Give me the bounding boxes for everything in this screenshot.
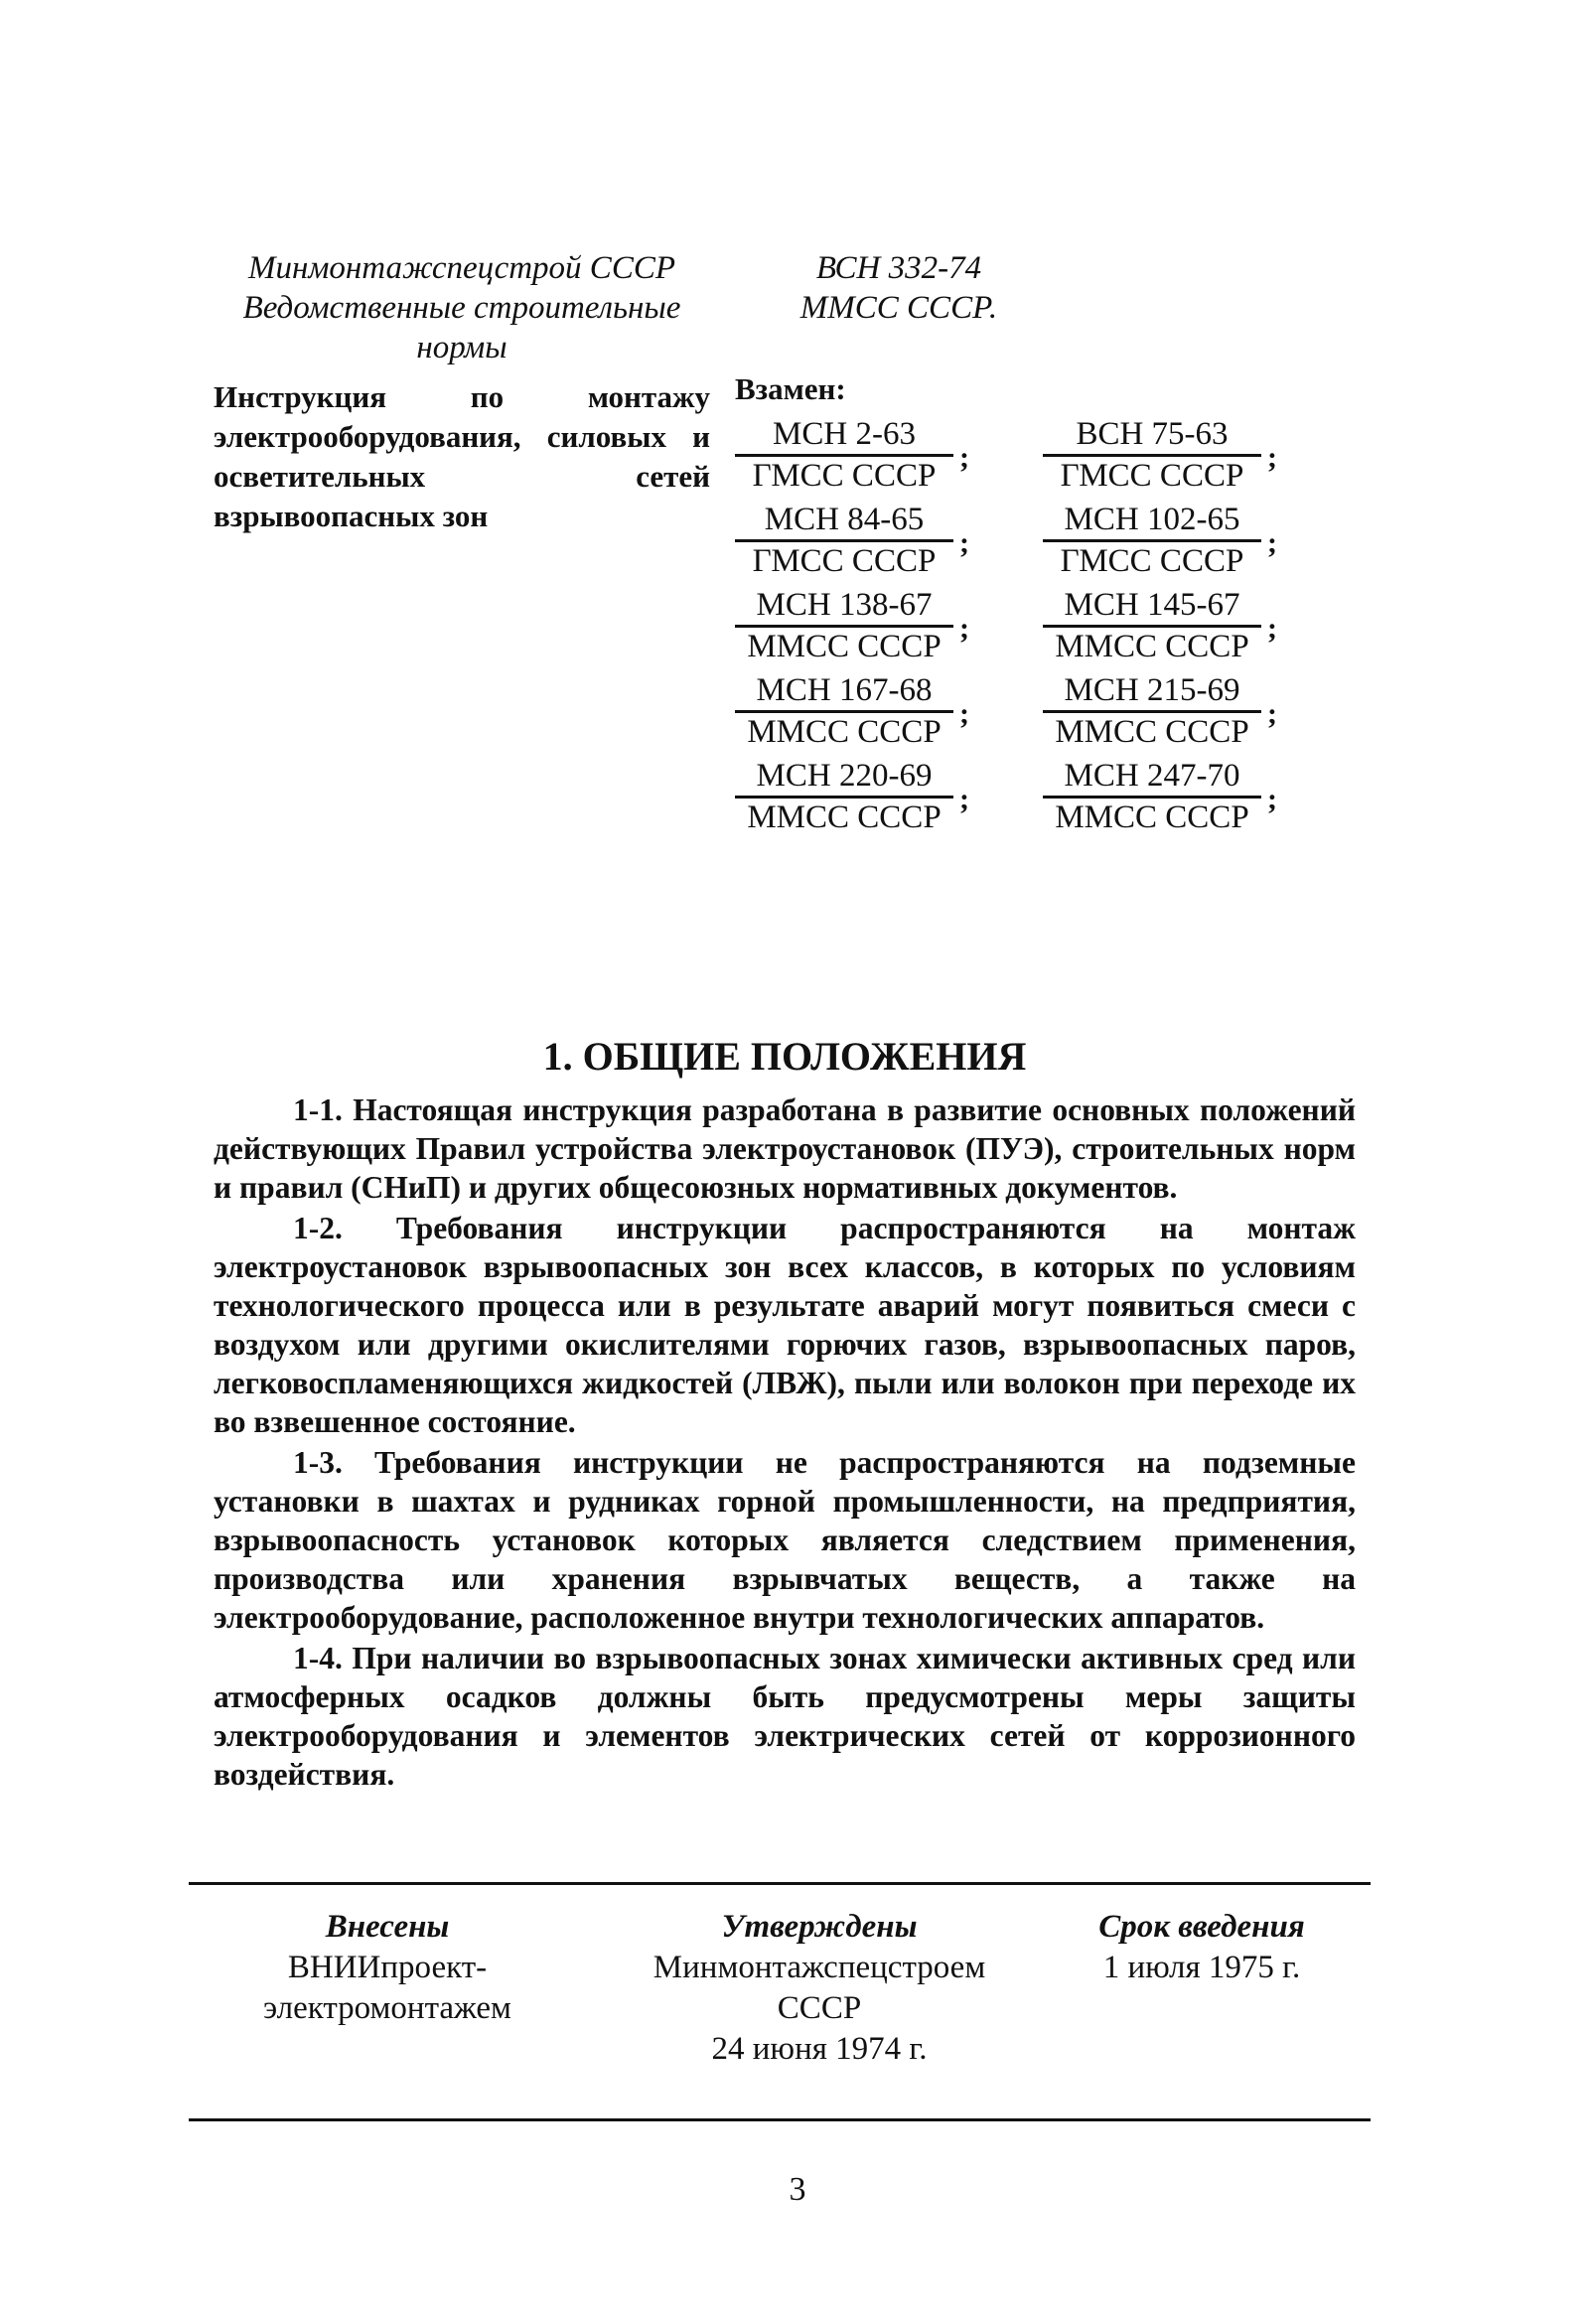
document-title: Инструкция по монтажу электрооборудования, силовых и осветительных сетей взрывоопасных зон — [214, 379, 710, 533]
replaced-norm-item — [735, 669, 969, 751]
norm-issuer: ГМСС СССР — [1060, 458, 1244, 494]
effective-heading: Срок введения — [1098, 1909, 1305, 1945]
norm-issuer: ММСС СССР — [747, 629, 942, 664]
separator: ; — [959, 441, 969, 474]
norms-type-line2: нормы — [416, 330, 508, 365]
norm-number: МСН 102-65 — [1064, 502, 1240, 537]
organization-name: Минмонтажспецстрой СССР — [247, 250, 675, 286]
replaced-norm-item — [735, 413, 969, 495]
header-left — [214, 248, 710, 536]
replaced-norm-item — [1043, 669, 1277, 751]
approved-line1: Минмонтажспецстроем — [652, 1950, 986, 1985]
norm-issuer: ГМСС СССР — [1060, 543, 1244, 579]
norm-number: МСН 138-67 — [756, 587, 933, 623]
separator: ; — [959, 697, 969, 730]
section-title: 1. ОБЩИЕ ПОЛОЖЕНИЯ — [542, 1034, 1027, 1079]
approved-heading: Утверждены — [721, 1909, 918, 1945]
separator: ; — [1267, 697, 1277, 730]
submitted-heading: Внесены — [325, 1909, 450, 1945]
effective-date-value: 1 июля 1975 г. — [1102, 1950, 1301, 1985]
norm-issuer: ММСС СССР — [1055, 799, 1249, 835]
replaced-norms — [735, 369, 1371, 836]
norm-issuer: ММСС СССР — [1055, 714, 1249, 750]
separator: ; — [1267, 526, 1277, 559]
separator: ; — [1267, 612, 1277, 645]
paragraph-1-2: 1-2. Требования инструкции распространяются на монтаж электроустановок взрывоопасных зон всех классов, в которых по условиям технологического процесса или в результате аварий могут появиться смеси с воздухом или другими окислителями горючих газов, взрывоопасных паров, легковоспламеняющихся жидкостей (ЛВЖ), пыли или волокон при переходе их во взвешенное состояние. — [214, 1211, 1356, 1439]
norm-number: МСН 145-67 — [1064, 587, 1240, 623]
separator: ; — [959, 526, 969, 559]
document-code — [735, 248, 1063, 328]
norm-issuer: ММСС СССР — [747, 799, 942, 835]
submitted-by — [228, 1907, 546, 2029]
norm-number: МСН 220-69 — [756, 758, 933, 794]
submitted-line1: ВНИИпроект- — [287, 1950, 488, 1985]
replaced-norm-item — [1043, 499, 1277, 580]
approved-date: 24 июня 1974 г. — [711, 2031, 928, 2067]
norm-issuer: ММСС СССР — [747, 714, 942, 750]
replaced-norm-item — [735, 499, 969, 580]
page-number: 3 — [789, 2171, 806, 2208]
divider-bottom — [189, 2118, 1371, 2121]
norms-type-line1: Ведомственные строительные — [242, 290, 681, 326]
norm-issuer: ММСС СССР — [1055, 629, 1249, 664]
separator: ; — [959, 783, 969, 815]
separator: ; — [1267, 783, 1277, 815]
document-code-line1: ВСН 332-74 — [815, 250, 982, 286]
separator: ; — [1267, 441, 1277, 474]
replaced-norm-item — [1043, 755, 1277, 836]
norm-issuer: ГМСС СССР — [752, 543, 937, 579]
effective-date — [1073, 1907, 1331, 1988]
separator: ; — [959, 612, 969, 645]
paragraph-1-3: 1-3. Требования инструкции не распространяются на подземные установки в шахтах и рудниках горной промышленности, на предприятия, взрывоопасность установок которых является следствием применения, производства или хранения взрывчатых веществ, а также на электрооборудование, расположенное внутри технологических аппаратов. — [214, 1445, 1356, 1635]
replaced-norm-item — [735, 755, 969, 836]
norm-number: МСН 2-63 — [773, 416, 916, 452]
document-code-line2: ММСС СССР. — [799, 290, 998, 326]
replaced-label: Взамен: — [735, 371, 846, 406]
paragraph-1-4: 1-4. При наличии во взрывоопасных зонах химически активных сред или атмосферных осадков должны быть предусмотрены меры защиты электрооборудования и элементов электрических сетей от коррозионного воздействия. — [214, 1641, 1356, 1792]
paragraph-1-1: 1-1. Настоящая инструкция разработана в развитие основных положений действующих Правил устройства электроустановок (ПУЭ), строительных норм и правил (СНиП) и других общесоюзных нормативных документов. — [214, 1092, 1356, 1205]
norm-number: ВСН 75-63 — [1076, 416, 1229, 452]
approved-by — [601, 1907, 1038, 2070]
replaced-norms-grid — [735, 413, 1371, 836]
norm-number: МСН 215-69 — [1064, 672, 1240, 708]
approved-line2: СССР — [777, 1990, 862, 2026]
replaced-norm-item — [1043, 413, 1277, 495]
norm-number: МСН 247-70 — [1064, 758, 1240, 794]
divider-top — [189, 1882, 1371, 1885]
replaced-norm-item — [1043, 584, 1277, 665]
norm-number: МСН 84-65 — [764, 502, 925, 537]
section-body — [214, 1090, 1356, 1796]
submitted-line2: электромонтажем — [263, 1990, 511, 2026]
replaced-norm-item — [735, 584, 969, 665]
norm-number: МСН 167-68 — [756, 672, 933, 708]
norm-issuer: ГМСС СССР — [752, 458, 937, 494]
